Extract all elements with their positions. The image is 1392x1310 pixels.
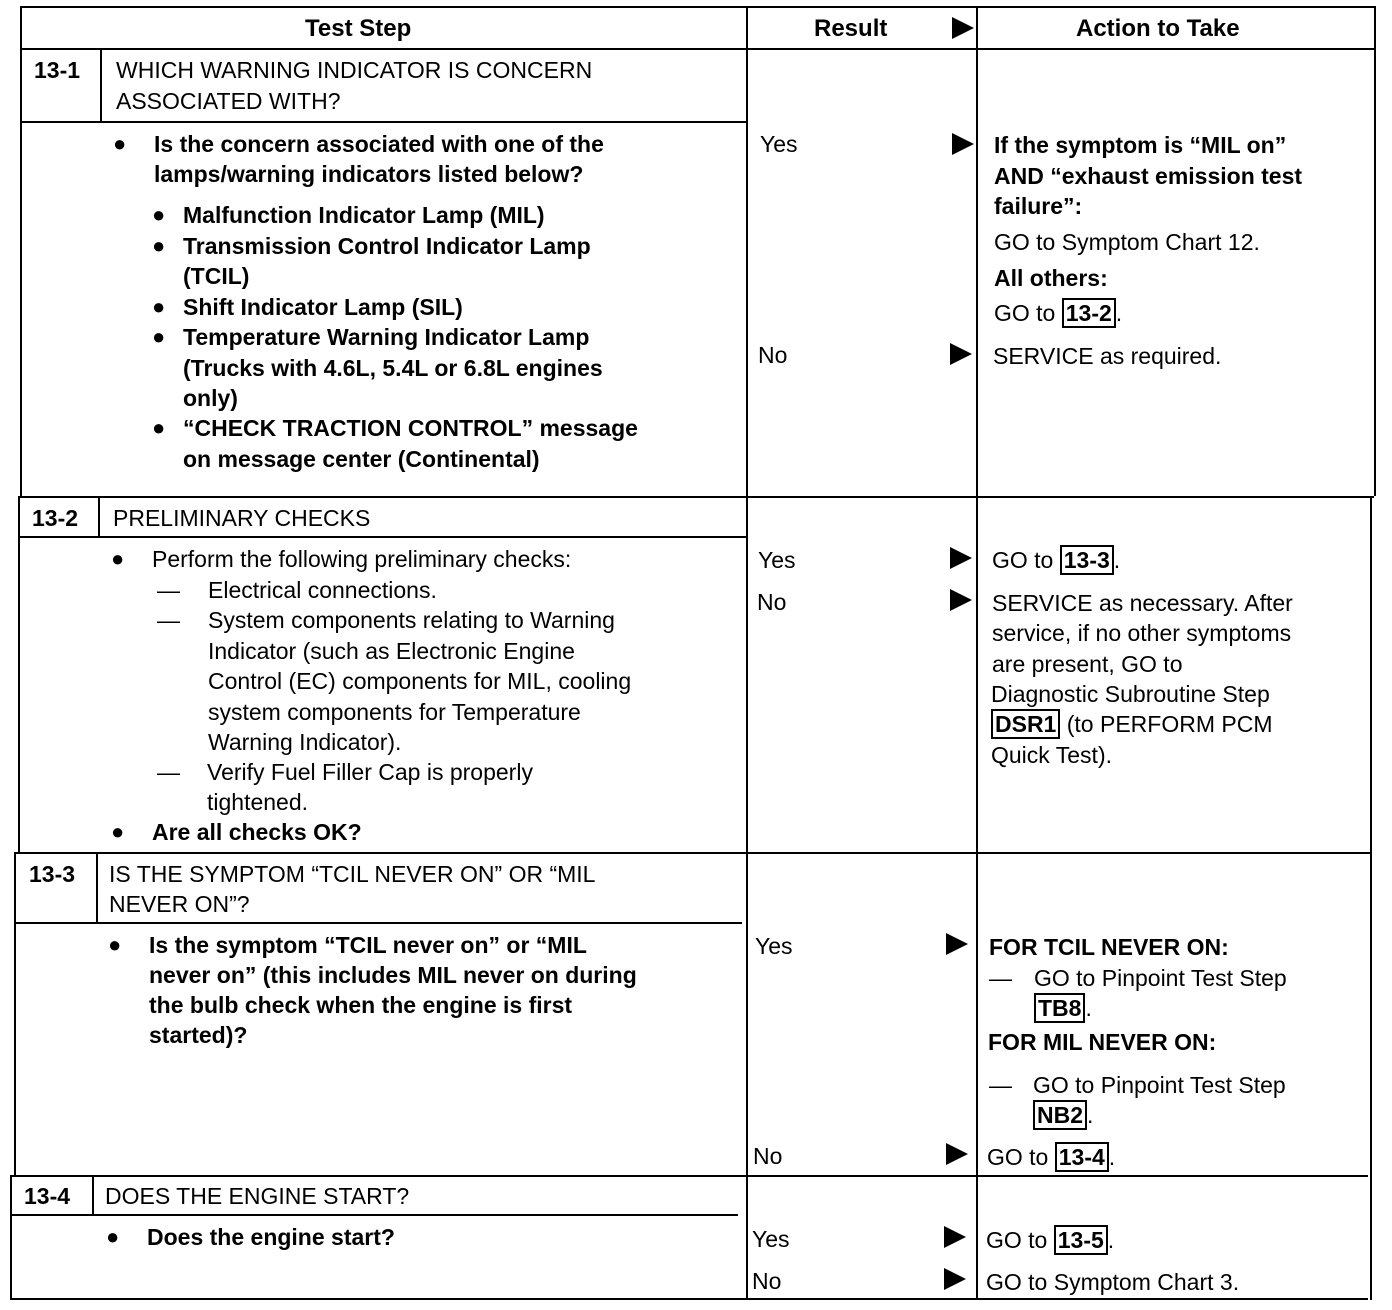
action-text: Quick Test). (991, 742, 1112, 768)
arrow-icon (944, 1226, 966, 1248)
row4-title-divider (10, 1214, 738, 1216)
dash-icon: — (157, 577, 180, 603)
list-item: Electrical connections. (208, 577, 437, 603)
action-goto: GO to 13-5 . (986, 1227, 1115, 1253)
action-heading: FOR TCIL NEVER ON: (989, 934, 1229, 960)
question-text: Is the concern associated with one of the (154, 131, 604, 157)
question-text: Is the symptom “TCIL never on” or “MIL (149, 932, 587, 958)
question-text: Are all checks OK? (152, 819, 362, 845)
bullet-icon: ● (152, 233, 166, 258)
action-column-left-border (976, 6, 978, 1300)
question-text: the bulb check when the engine is first (149, 992, 573, 1018)
result-no: No (757, 589, 787, 615)
step-title: PRELIMINARY CHECKS (113, 505, 371, 531)
bullet-icon: ● (111, 819, 125, 844)
step-reference-link[interactable]: NB2 (1033, 1100, 1087, 1130)
action-text: GO to Symptom Chart 3. (986, 1269, 1240, 1295)
arrow-icon (946, 1143, 968, 1165)
action-text: SERVICE as required. (993, 343, 1222, 369)
header-action: Action to Take (1076, 15, 1240, 42)
result-yes: Yes (755, 933, 793, 959)
table-top-border (20, 6, 1376, 8)
dash-icon: — (989, 965, 1012, 991)
action-goto: TB8 . (1034, 993, 1092, 1023)
step-reference-link[interactable]: 13-5 (1054, 1225, 1108, 1255)
step-reference-link[interactable]: TB8 (1034, 993, 1085, 1023)
list-item: only) (183, 385, 238, 411)
arrow-icon (952, 133, 974, 155)
row3-bottom-border (10, 1175, 1368, 1177)
list-item: System components relating to Warning (208, 607, 615, 633)
left-border (14, 852, 16, 1175)
question-text: Perform the following preliminary checks: (152, 546, 572, 572)
action-text: Diagnostic Subroutine Step (991, 681, 1270, 707)
list-item: Transmission Control Indicator Lamp (183, 233, 591, 259)
step-number-divider (96, 852, 98, 924)
question-text: Does the engine start? (147, 1224, 395, 1250)
action-text: failure”: (994, 193, 1083, 219)
list-item: (Trucks with 4.6L, 5.4L or 6.8L engines (183, 355, 603, 381)
action-text: GO to Symptom Chart 12. (994, 229, 1260, 255)
list-item: Indicator (such as Electronic Engine (208, 638, 575, 664)
step-number: 13-4 (24, 1183, 71, 1209)
table-bottom-border (10, 1298, 1368, 1300)
bullet-icon: ● (152, 415, 166, 440)
list-item: Malfunction Indicator Lamp (MIL) (183, 202, 545, 228)
step-number-divider (92, 1175, 94, 1216)
action-heading: FOR MIL NEVER ON: (988, 1029, 1217, 1055)
header-bottom-border (20, 48, 1376, 50)
header-test-step: Test Step (305, 15, 412, 42)
result-no: No (758, 342, 788, 368)
row3-title-divider (14, 922, 742, 924)
step-number: 13-2 (32, 505, 79, 531)
list-item: “CHECK TRACTION CONTROL” message (183, 415, 638, 441)
right-border (1370, 496, 1372, 1300)
left-border (18, 496, 20, 852)
action-text: AND “exhaust emission test (994, 163, 1303, 189)
header-result: Result (814, 15, 888, 42)
action-text: GO to Pinpoint Test Step (1034, 965, 1287, 991)
step-reference-link[interactable]: 13-2 (1062, 298, 1116, 328)
step-number: 13-1 (34, 57, 81, 83)
step-number-divider (100, 48, 102, 122)
step-title: DOES THE ENGINE START? (105, 1183, 410, 1209)
action-text: SERVICE as necessary. After (992, 590, 1293, 616)
row2-bottom-border (14, 852, 1370, 854)
result-yes: Yes (752, 1226, 790, 1252)
action-goto: NB2 . (1033, 1100, 1093, 1130)
list-item: Verify Fuel Filler Cap is properly (207, 759, 533, 785)
question-text: started)? (149, 1022, 248, 1048)
bullet-icon: ● (111, 546, 125, 571)
action-text: service, if no other symptoms (992, 620, 1292, 646)
dash-icon: — (989, 1072, 1012, 1098)
list-item: system components for Temperature (208, 699, 581, 725)
list-item: on message center (Continental) (183, 446, 540, 472)
action-text: All others: (994, 265, 1108, 291)
bullet-icon: ● (152, 324, 166, 349)
arrow-icon (946, 933, 968, 955)
list-item: (TCIL) (183, 263, 250, 289)
bullet-icon: ● (113, 131, 127, 156)
arrow-icon (950, 343, 972, 365)
arrow-icon (944, 1268, 966, 1290)
left-border (10, 1175, 12, 1300)
row2-title-divider (18, 536, 746, 538)
result-column-left-border (746, 6, 748, 1300)
step-reference-link[interactable]: 13-3 (1060, 545, 1114, 575)
bullet-icon: ● (108, 932, 122, 957)
question-text: never on” (this includes MIL never on during (149, 962, 637, 988)
bullet-icon: ● (152, 294, 166, 319)
dash-icon: — (157, 759, 180, 785)
step-reference-link[interactable]: DSR1 (991, 709, 1060, 739)
step-reference-link[interactable]: 13-4 (1055, 1142, 1109, 1172)
result-no: No (752, 1268, 782, 1294)
step-number: 13-3 (29, 861, 76, 887)
action-text: GO to Pinpoint Test Step (1033, 1072, 1286, 1098)
action-goto: GO to 13-4 . (987, 1144, 1116, 1170)
dash-icon: — (157, 607, 180, 633)
action-goto: DSR1 (to PERFORM PCM (991, 709, 1272, 739)
bullet-icon: ● (106, 1224, 120, 1249)
right-border (1374, 6, 1376, 496)
action-text: are present, GO to (992, 651, 1183, 677)
action-goto: GO to 13-3 . (992, 547, 1121, 573)
result-yes: Yes (760, 131, 798, 157)
row1-title-divider (20, 121, 748, 123)
result-yes: Yes (758, 547, 796, 573)
left-border (20, 6, 22, 496)
result-no: No (753, 1143, 783, 1169)
header-arrow-icon (952, 17, 974, 39)
arrow-icon (950, 547, 972, 569)
list-item: Warning Indicator). (208, 729, 402, 755)
list-item: Control (EC) components for MIL, cooling (208, 668, 632, 694)
action-goto: GO to 13-2 . (994, 300, 1123, 326)
list-item: tightened. (207, 789, 309, 815)
bullet-icon: ● (152, 202, 166, 227)
step-number-divider (98, 496, 100, 538)
step-title: IS THE SYMPTOM “TCIL NEVER ON” OR “MIL (109, 861, 596, 887)
row1-bottom-border (18, 496, 1374, 498)
arrow-icon (950, 589, 972, 611)
list-item: Shift Indicator Lamp (SIL) (183, 294, 463, 320)
question-text: lamps/warning indicators listed below? (154, 161, 584, 187)
action-text: If the symptom is “MIL on” (994, 132, 1287, 158)
step-title: ASSOCIATED WITH? (116, 88, 341, 114)
step-title: NEVER ON”? (109, 891, 250, 917)
list-item: Temperature Warning Indicator Lamp (183, 324, 590, 350)
step-title: WHICH WARNING INDICATOR IS CONCERN (116, 57, 593, 83)
